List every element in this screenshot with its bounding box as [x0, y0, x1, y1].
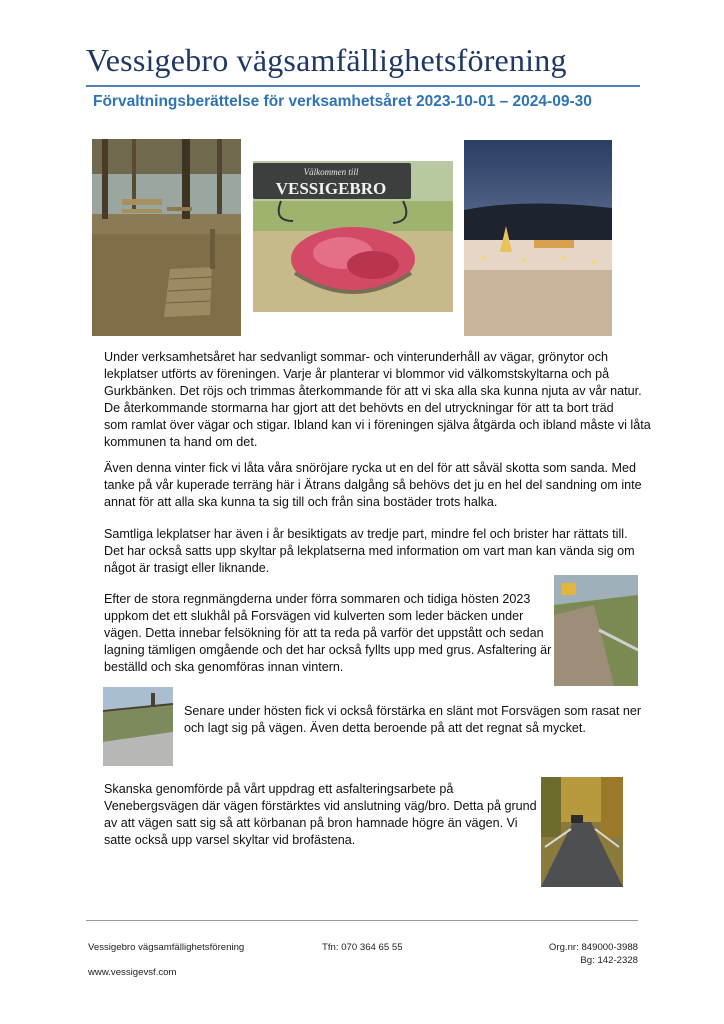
text-line: beställd och ska genomföras innan vintern.: [104, 660, 344, 674]
footer-orgnr: Org.nr: 849000-3988: [548, 942, 638, 953]
text-line: uppkom det ett slukhål på Forsvägen vid kulverten som leder bäcken under: [104, 609, 524, 623]
footer-divider: [86, 920, 638, 921]
paragraph-winter: [104, 460, 642, 511]
document-subtitle: Förvaltningsberättelse för verksamhetsåret 2023-10-01 – 2024-09-30: [93, 93, 592, 110]
text-line: lekplatser utförts av föreningen. Varje år planterar vi blommor vid välkomstskyltarna och på: [104, 367, 610, 381]
text-line: av att vägen satt sig så att körbanan på bron hamnade högre än vägen. Vi: [104, 816, 518, 830]
paragraph-asphalt: [104, 781, 537, 849]
footer-phone: Tfn: 070 364 65 55: [322, 942, 403, 953]
text-line: vägen. Detta innebar felsökning för att ta reda på varför det uppstått och sedan: [104, 626, 544, 640]
text-line: lagning tämligen omgående och det har också fyllts upp med grus. Asfaltering är: [104, 643, 552, 657]
photo-bench-bridge: [92, 139, 241, 336]
paragraph-sinkhole: [104, 591, 551, 676]
photo-sinkhole-repair: [554, 575, 638, 686]
text-line: satte också upp varsel skyltar vid brofästena.: [104, 833, 356, 847]
text-line: Under verksamhetsåret har sedvanligt sommar- och vinterunderhåll av vägar, grönytor och: [104, 350, 608, 364]
photo-slope: [103, 687, 173, 766]
footer-org-name: Vessigebro vägsamfällighetsförening: [88, 942, 245, 953]
sign-text-top: Välkommen till: [303, 167, 359, 177]
text-line: något är trasigt eller liknande.: [104, 561, 270, 575]
title-divider: [86, 85, 640, 87]
paragraph-maintenance: [104, 349, 651, 451]
text-line: kommunen ta hand om det.: [104, 435, 258, 449]
text-line: som ramlat över vägar och stigar. Ibland kan vi i föreningen själva åtgärda och ibland måste vi låta: [104, 418, 651, 432]
text-line: Venebergsvägen där vägen förstärktes vid anslutning väg/bro. Detta på grund: [104, 799, 537, 813]
text-line: Senare under hösten fick vi också förstärka en slänt mot Forsvägen som rasat ner: [184, 704, 642, 718]
photo-bridge-road: [541, 777, 623, 887]
text-line: Gurkbänken. Det röjs och trimmas återkommande för att vi ska alla ska kunna njuta av vår natur.: [104, 384, 642, 398]
text-line: Skanska genomförde på vårt uppdrag ett asfalteringsarbete på: [104, 782, 454, 796]
footer-bankgiro: Bg: 142-2328: [580, 955, 638, 966]
text-line: Även denna vinter fick vi låta våra snöröjare rycka ut en del för att såväl skotta som sanda. Med: [104, 461, 636, 475]
text-line: annat för att alla ska kunna ta sig till och från sina bostäder trots halka.: [104, 495, 498, 509]
paragraph-slope: [184, 703, 641, 737]
text-line: och lagt sig på vägen. Även detta beroende på att det regnat så mycket.: [184, 721, 586, 735]
photo-welcome-sign: [253, 161, 453, 312]
sign-text-main: VESSIGEBRO: [275, 179, 387, 198]
footer-website[interactable]: www.vessigevsf.com: [88, 967, 177, 978]
text-line: Samtliga lekplatser har även i år besiktigats av tredje part, mindre fel och brister har rättats till.: [104, 527, 628, 541]
text-line: De återkommande stormarna har gjort att det behövts en del utryckningar för att ta bort träd: [104, 401, 614, 415]
text-line: tanke på vår kuperade terräng här i Ätrans dalgång så behövs det ju en hel del sandning om inte: [104, 478, 642, 492]
document-title: Vessigebro vägsamfällighetsförening: [86, 42, 567, 78]
text-line: Efter de stora regnmängderna under förra sommaren och tidiga hösten 2023: [104, 592, 531, 606]
paragraph-playgrounds: [104, 526, 635, 577]
photo-winter-evening: [464, 140, 612, 336]
text-line: Det har också satts upp skyltar på lekplatserna med information om vart man kan vända sig om: [104, 544, 635, 558]
